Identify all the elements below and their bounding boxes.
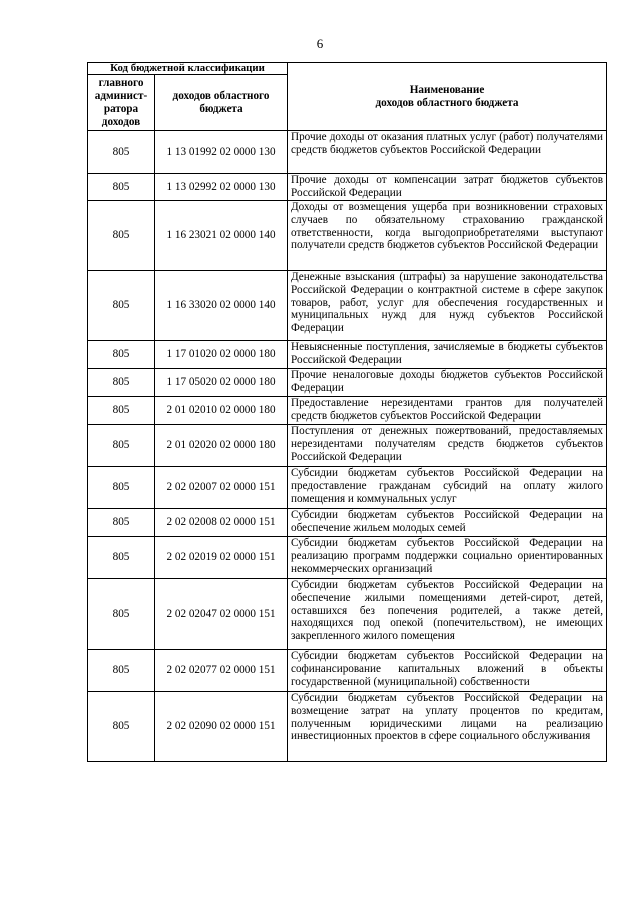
table-body xyxy=(88,131,607,762)
income-name-cell: Поступления от денежных пожертвований, предоставляемых нерезидентами получателям средств бюджетов субъектов Российской Федерации xyxy=(288,425,607,467)
table-row xyxy=(88,369,607,397)
admin-code-cell: 805 xyxy=(88,425,155,467)
admin-code-cell: 805 xyxy=(88,579,155,650)
header-admin-column: главного админист- ратора доходов xyxy=(88,75,155,131)
income-name-cell: Субсидии бюджетам субъектов Российской Федерации на реализацию программ поддержки социально ориентированных некоммерческих организаций xyxy=(288,537,607,579)
income-code-cell: 1 17 01020 02 0000 180 xyxy=(155,341,288,369)
admin-code-cell: 805 xyxy=(88,369,155,397)
income-code-cell: 2 02 02090 02 0000 151 xyxy=(155,692,288,762)
table-row xyxy=(88,425,607,467)
admin-code-cell: 805 xyxy=(88,692,155,762)
admin-code-cell: 805 xyxy=(88,271,155,341)
table-row xyxy=(88,579,607,650)
income-name-cell: Прочие доходы от оказания платных услуг (работ) получателями средств бюджетов субъектов Российской Федерации xyxy=(288,131,607,174)
header-code-column: доходов областного бюджета xyxy=(155,75,288,131)
income-name-cell: Субсидии бюджетам субъектов Российской Федерации на софинансирование капитальных вложений в объекты государственной (муниципальной) собственности xyxy=(288,650,607,692)
income-name-cell: Прочие неналоговые доходы бюджетов субъектов Российской Федерации xyxy=(288,369,607,397)
income-code-cell: 2 02 02077 02 0000 151 xyxy=(155,650,288,692)
table-row xyxy=(88,650,607,692)
header-name-column: Наименование доходов областного бюджета xyxy=(288,63,607,131)
table-row xyxy=(88,131,607,174)
table-row xyxy=(88,467,607,509)
income-name-cell: Невыясненные поступления, зачисляемые в бюджеты субъектов Российской Федерации xyxy=(288,341,607,369)
income-code-cell: 1 13 01992 02 0000 130 xyxy=(155,131,288,174)
table-row xyxy=(88,537,607,579)
table-row xyxy=(88,397,607,425)
admin-code-cell: 805 xyxy=(88,174,155,201)
income-code-cell: 2 01 02010 02 0000 180 xyxy=(155,397,288,425)
income-code-cell: 1 16 23021 02 0000 140 xyxy=(155,201,288,271)
income-code-cell: 1 16 33020 02 0000 140 xyxy=(155,271,288,341)
income-name-cell: Субсидии бюджетам субъектов Российской Федерации на обеспечение жильем молодых семей xyxy=(288,509,607,537)
table-row xyxy=(88,174,607,201)
income-name-cell: Доходы от возмещения ущерба при возникновении страховых случаев по обязательному страхованию гражданской ответственности, когда выгодоприобретателями выступают получатели средств бюджетов субъектов Российской Федерации xyxy=(288,201,607,271)
income-code-cell: 2 01 02020 02 0000 180 xyxy=(155,425,288,467)
page-number: 6 xyxy=(316,36,324,51)
table-row xyxy=(88,201,607,271)
income-name-cell: Предоставление нерезидентами грантов для получателей средств бюджетов субъектов Российской Федерации xyxy=(288,397,607,425)
income-code-cell: 2 02 02047 02 0000 151 xyxy=(155,579,288,650)
admin-code-cell: 805 xyxy=(88,341,155,369)
admin-code-cell: 805 xyxy=(88,467,155,509)
budget-classification-table xyxy=(87,62,607,762)
income-name-cell: Субсидии бюджетам субъектов Российской Федерации на предоставление гражданам субсидий на оплату жилого помещения и коммунальных услуг xyxy=(288,467,607,509)
income-name-cell: Субсидии бюджетам субъектов Российской Федерации на обеспечение жилыми помещениями детей-сирот, детей, оставшихся без попечения родителей, а также детей, находящихся под опекой (попечительством), не имеющих закрепленного жилого помещения xyxy=(288,579,607,650)
income-code-cell: 2 02 02019 02 0000 151 xyxy=(155,537,288,579)
header-budget-code-group: Код бюджетной классификации xyxy=(88,63,288,75)
income-code-cell: 1 13 02992 02 0000 130 xyxy=(155,174,288,201)
income-name-cell: Субсидии бюджетам субъектов Российской Федерации на возмещение затрат на уплату процентов по кредитам, полученным юридическими лицами на реализацию инвестиционных проектов в сфере социального обслуживания xyxy=(288,692,607,762)
table-row xyxy=(88,509,607,537)
income-code-cell: 1 17 05020 02 0000 180 xyxy=(155,369,288,397)
income-name-cell: Прочие доходы от компенсации затрат бюджетов субъектов Российской Федерации xyxy=(288,174,607,201)
admin-code-cell: 805 xyxy=(88,509,155,537)
admin-code-cell: 805 xyxy=(88,537,155,579)
table-row xyxy=(88,341,607,369)
income-code-cell: 2 02 02008 02 0000 151 xyxy=(155,509,288,537)
admin-code-cell: 805 xyxy=(88,397,155,425)
admin-code-cell: 805 xyxy=(88,131,155,174)
income-code-cell: 2 02 02007 02 0000 151 xyxy=(155,467,288,509)
admin-code-cell: 805 xyxy=(88,201,155,271)
income-name-cell: Денежные взыскания (штрафы) за нарушение законодательства Российской Федерации о контрактной системе в сфере закупок товаров, работ, услуг для обеспечения государственных и муниципальных нужд для нужд субъектов Российской Федерации xyxy=(288,271,607,341)
table-row xyxy=(88,271,607,341)
table-row xyxy=(88,692,607,762)
admin-code-cell: 805 xyxy=(88,650,155,692)
